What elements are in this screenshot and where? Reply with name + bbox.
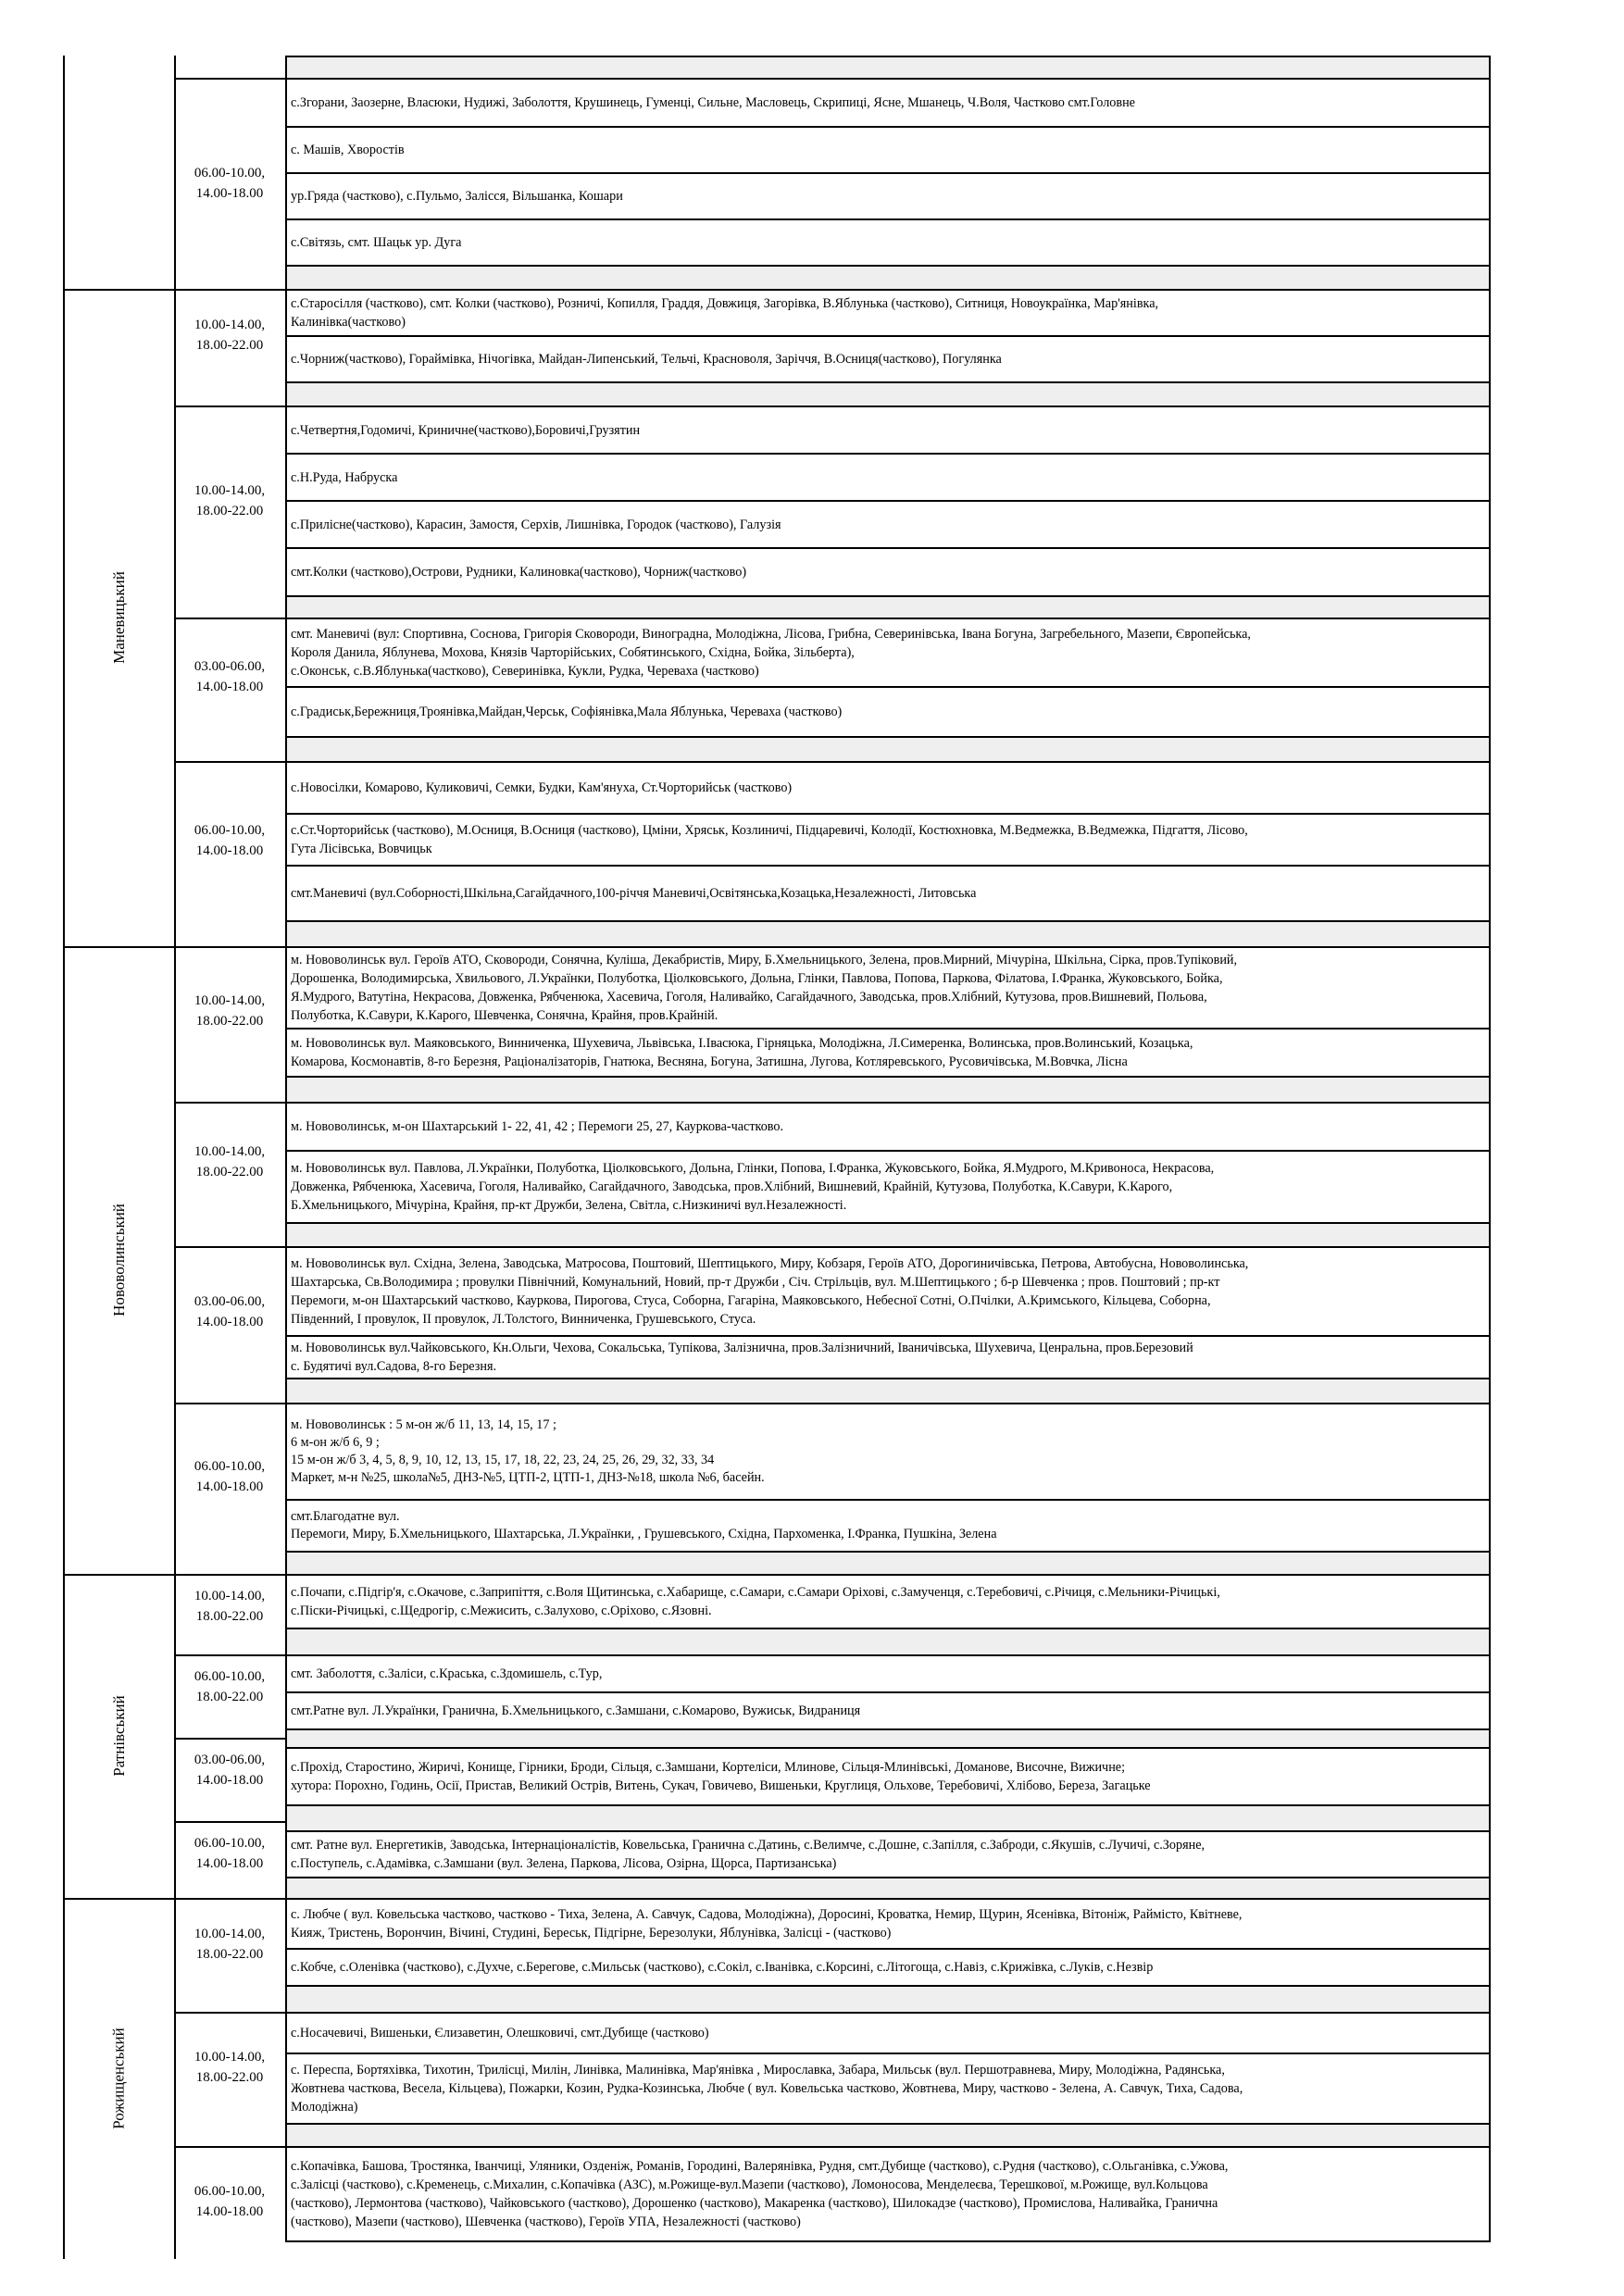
separator-row [285,736,1491,761]
locality-row: м. Нововолинськ, м-он Шахтарський 1- 22, 41, 42 ; Перемоги 25, 27, Кауркова-частково. [285,1102,1491,1150]
separator-row [285,1877,1491,1898]
locality-row: м. Нововолинськ : 5 м-он ж/б 11, 13, 14, 15, 17 ; 6 м-он ж/б 6, 9 ; 15 м-он ж/б 3, 4, 5, 8, 9, 10, 12, 13, 15, 17, 18, 22, 23, 24, 25, 26, 29, 32, 33, 34 Маркет, м-н №25, школа№5, ДНЗ-№5, ЦТП-2, ЦТП-1, ДНЗ-№18, школа №6, басейн. [285,1403,1491,1499]
locality-row: с.Згорани, Заозерне, Власюки, Нудижі, Заболоття, Крушинець, Гуменці, Сильне, Масловець, Скрипиці, Ясне, Мшанець, Ч.Воля, Частково смт.Головне [285,78,1491,126]
time-slot: 06.00-10.00, 14.00-18.00 [194,823,266,858]
district-name: Рожищенський [110,2028,128,2129]
locality-row: с.Почапи, с.Підгір'я, с.Окачове, с.Заприпіття, с.Воля Щитинська, с.Хабарище, с.Самари, с.Самари Оріхові, с.Замученця, с.Теребовичі, с.Річиця, с.Мельники-Річицькі, с.Піски-Річицькі, с.Щедрогір, с.Межисить, с.Залухово, с.Оріхово, с.Язовні. [285,1574,1491,1628]
locality-row: смт. Маневичі (вул: Спортивна, Соснова, Григорія Сковороди, Виноградна, Молодіжна, Лісова, Грибна, Северинівська, Івана Богуна, Загребельного, Мазепи, Європейська, Короля Данила, Яблунева, Мохова, Князів Чарторійських, Собятинського, Східна, Бойка, Зільберта), с.Оконськ, с.В.Яблунька(частково), Северинівка, Кукли, Рудка, Череваха (частково) [285,618,1491,686]
time-slot: 10.00-14.00, 18.00-22.00 [194,318,266,353]
locality-row: с. Машів, Хворостів [285,126,1491,172]
locality-row: с.Градиськ,Бережниця,Троянівка,Майдан,Черськ, Софіянівка,Мала Яблунька, Череваха (частково) [285,686,1491,736]
separator-row [285,1985,1491,2012]
locality-row: с.Прохід, Старостино, Жиричі, Конище, Гірники, Броди, Сільця, с.Замшани, Кортеліси, Млинове, Сільця-Млинівські, Доманове, Височне, Вижичне; хутора: Порохно, Годинь, Осії, Пристав, Великий Острів, Витень, Сукач, Говичево, Вишеньки, Круглиця, Ольхове, Теребовичі, Хлібово, Береза, Загацьке [285,1747,1491,1804]
separator-row [285,56,1491,80]
district-name: Маневицький [109,571,128,664]
separator-row [285,1804,1491,1830]
locality-row: м. Нововолинськ вул. Героїв АТО, Сковороди, Сонячна, Куліша, Декабристів, Миру, Б.Хмельницького, Зелена, пров.Мирний, Мічуріна, Шкільна, Сірка, пров.Тупіковий, Дорошенка, Володимирська, Хвильового, Л.Українки, Полуботка, Ціолковського, Дольна, Глінки, Павлова, Попова, Паркова, Філатова, І.Франка, Жуковського, Бойка, Я.Мудрого, Ватутіна, Некрасова, Довженка, Рябченюка, Хасевича, Гоголя, Наливайко, Сагайдачного, Заводська, пров.Хлібний, Кутузова, пров.Вишневий, Польова, Полуботка, К.Савури, К.Карого, Шевченка, Сонячна, Крайня, пров.Крайній. [285,946,1491,1028]
locality-row: с.Чорниж(частково), Гораймівка, Нічогівка, Майдан-Липенський, Тельчі, Красноволя, Заріччя, В.Осниця(частково), Погулянка [285,335,1491,381]
separator-row [285,1076,1491,1102]
separator-row [285,1628,1491,1654]
separator-row [285,265,1491,289]
district-label [65,1574,174,1898]
time-slot: 10.00-14.00, 18.00-22.00 [194,993,266,1029]
locality-row: смт.Ратне вул. Л.Українки, Гранична, Б.Хмельницького, с.Замшани, с.Комарово, Вужиськ, Видраниця [285,1691,1491,1728]
separator-row [285,920,1491,946]
locality-row: м. Нововолинськ вул.Чайковського, Кн.Ольги, Чехова, Сокальська, Тупікова, Залізнична, пров.Залізничний, Іваничівська, Шухевича, Ценральна, пров.Березовий с. Будятичі вул.Садова, 8-го Березня. [285,1335,1491,1378]
separator-row [285,1378,1491,1403]
locality-row: с.Четвертня,Годомичі, Криничне(частково),Боровичі,Грузятин [285,406,1491,453]
locality-row: с.Кобче, с.Оленівка (частково), с.Духче, с.Берегове, с.Мильськ (частково), с.Сокіл, с.Іванівка, с.Корсині, с.Літогоща, с.Навіз, с.Крижівка, с.Луків, с.Незвір [285,1948,1491,1985]
time-slot: 06.00-10.00, 14.00-18.00 [194,1459,266,1494]
time-slot: 10.00-14.00, 18.00-22.00 [194,1144,266,1179]
time-slot: 10.00-14.00, 18.00-22.00 [194,1589,266,1624]
locality-row: с.Копачівка, Башова, Тростянка, Іванчиці, Уляники, Озденіж, Романів, Городині, Валерянівка, Рудня, смт.Дубище (частково), с.Рудня (частково), с.Ольганівка, с.Ужова, с.Залісці (частково), с.Кременець, с.Михалин, с.Копачівка (АЗС), м.Рожище-вул.Мазепи (частково), Ломоносова, Менделеєва, Терешкової, м.Рожище, вул.Кольцова (частково), Лермонтова (частково), Чайковського (частково), Дорошенко (частково), Макаренка (частково), Шилокадзе (частково), Промислова, Наливайка, Гранична (частково), Мазепи (частково), Шевченка (частково), Героїв УПА, Незалежності (частково) [285,2146,1491,2242]
time-slot: 06.00-10.00, 14.00-18.00 [194,166,266,201]
locality-row: ур.Гряда (частково), с.Пульмо, Залісся, Вільшанка, Кошари [285,172,1491,218]
time-slot: 03.00-06.00, 14.00-18.00 [194,659,266,694]
separator-row [285,2123,1491,2146]
district-label [65,1898,174,2259]
locality-row: смт.Маневичі (вул.Соборності,Шкільна,Сагайдачного,100-річчя Маневичі,Освітянська,Козацька,Незалежності, Литовська [285,865,1491,920]
locality-row: с.Прилісне(частково), Карасин, Замостя, Серхів, Лишнівка, Городок (частково), Галузія [285,500,1491,547]
separator-row [285,1551,1491,1574]
district-name: Нововолинський [110,1204,128,1316]
district-label [65,289,174,946]
locality-row: с.Новосілки, Комарово, Куликовичі, Семки, Будки, Кам'януха, Ст.Чорторийськ (частково) [285,761,1491,813]
time-slot: 10.00-14.00, 18.00-22.00 [194,2050,266,2085]
locality-row: с.Ст.Чорторийськ (частково), М.Осниця, В.Осниця (частково), Цміни, Хряськ, Козлиничі, Підцаревичі, Колодії, Костюхновка, М.Ведмежка, В.Ведмежка, Підгаття, Лісово, Гута Лісівська, Вовчицьк [285,813,1491,865]
locality-row: м. Нововолинськ вул. Маяковського, Винниченка, Шухевича, Львівська, І.Івасюка, Гірняцька, Молодіжна, Л.Симеренка, Волинська, пров.Волинський, Козацька, Комарова, Космонавтів, 8-го Березня, Раціоналізаторів, Гнатюка, Весняна, Богуна, Затишна, Лугова, Котляревського, Русовичівська, М.Вовчка, Лісна [285,1028,1491,1076]
time-slot: 06.00-10.00, 14.00-18.00 [194,2184,266,2219]
locality-row: с.Н.Руда, Набруска [285,453,1491,500]
locality-row: смт.Колки (частково),Острови, Рудники, Калиновка(частково), Чорниж(частково) [285,547,1491,595]
locality-row: с.Світязь, смт. Шацьк ур. Дуга [285,218,1491,265]
separator-row [285,595,1491,618]
time-slot: 06.00-10.00, 14.00-18.00 [194,1836,266,1871]
time-slot: 06.00-10.00, 18.00-22.00 [194,1669,266,1704]
locality-row: м. Нововолинськ вул. Павлова, Л.Українки, Полуботка, Ціолковського, Дольна, Глінки, Попова, І.Франка, Жуковського, Бойка, Я.Мудрого, М.Кривоноса, Некрасова, Довженка, Рябченюка, Хасевича, Гоголя, Наливайко, Сагайдачного, Заводська, пров.Хлібний, Вишневий, Крайній, Кутузова, Полуботка, К.Савури, К.Карого, Б.Хмельницького, Мічуріна, Крайня, пр-кт Дружби, Зелена, Світла, с.Низкиничі вул.Незалежності. [285,1150,1491,1222]
locality-row: смт.Благодатне вул. Перемоги, Миру, Б.Хмельницького, Шахтарська, Л.Українки, , Грушевського, Східна, Пархоменка, І.Франка, Пушкіна, Зелена [285,1499,1491,1551]
time-slot: 03.00-06.00, 14.00-18.00 [194,1294,266,1329]
locality-row: смт. Заболоття, с.Заліси, с.Краська, с.Здомишель, с.Тур, [285,1654,1491,1691]
locality-row: с. Любче ( вул. Ковельська частково, частково - Тиха, Зелена, А. Савчук, Садова, Молодіжна), Доросині, Кроватка, Немир, Щурин, Ясенівка, Вітоніж, Раймісто, Квітневе, Кияж, Тристень, Ворончин, Вічині, Студині, Береськ, Підгірне, Березолуки, Яблунівка, Залісці - (частково) [285,1898,1491,1948]
locality-row: с. Переспа, Бортяхівка, Тихотин, Трилісці, Милін, Линівка, Малинівка, Мар'янівка , Мирославка, Забара, Мильськ (вул. Першотравнева, Миру, Молодіжна, Радянська, Жовтнева часткова, Весела, Кільцева), Пожарки, Козин, Рудка-Козинська, Любче ( вул. Ковельська частково, Жовтнева, Миру, частково - Зелена, А. Савчук, Тиха, Садова, Молодіжна) [285,2053,1491,2123]
separator-row [285,1728,1491,1747]
district-label [65,946,174,1574]
time-slot: 10.00-14.00, 18.00-22.00 [194,482,266,518]
separator-row [285,1222,1491,1246]
district-name: Ратнівський [110,1695,128,1777]
locality-row: м. Нововолинськ вул. Східна, Зелена, Заводська, Матросова, Поштовий, Шептицького, Миру, Кобзаря, Героїв АТО, Дорогиничівська, Петрова, Автобусна, Нововолинська, Шахтарська, Св.Володимира ; провулки Північний, Комунальний, Новий, пр-т Дружби , Січ. Стрільців, вул. М.Шептицького ; б-р Шевченка ; пров. Поштовий ; пр-кт Перемоги, м-он Шахтарський частково, Кауркова, Пирогова, Стуса, Соборна, Гагаріна, Маяковського, Небесної Сотні, О.Пчілки, А.Кримського, Кільцева, Соборна, Південний, І провулок, ІІ провулок, Л.Толстого, Винниченка, Грушевського, Стуса. [285,1246,1491,1335]
locality-row: с.Носачевичі, Вишеньки, Єлизаветин, Олешковичі, смт.Дубище (частково) [285,2012,1491,2053]
time-slot: 10.00-14.00, 18.00-22.00 [194,1927,266,1962]
separator-row [285,381,1491,406]
locality-row: с.Старосілля (частково), смт. Колки (частково), Розничі, Копилля, Граддя, Довжиця, Загорівка, В.Яблунька (частково), Ситниця, Новоукраїнка, Мар'янівка, Калинівка(частково) [285,289,1491,335]
time-slot: 03.00-06.00, 14.00-18.00 [194,1753,266,1788]
locality-row: смт. Ратне вул. Енергетиків, Заводська, Інтернаціоналістів, Ковельська, Гранична с.Датинь, с.Велимче, с.Дошне, с.Запілля, с.Заброди, с.Якушів, с.Лучичі, с.Зоряне, с.Поступель, с.Адамівка, с.Замшани (вул. Зелена, Паркова, Лісова, Озірна, Щорса, Партизанська) [285,1830,1491,1877]
